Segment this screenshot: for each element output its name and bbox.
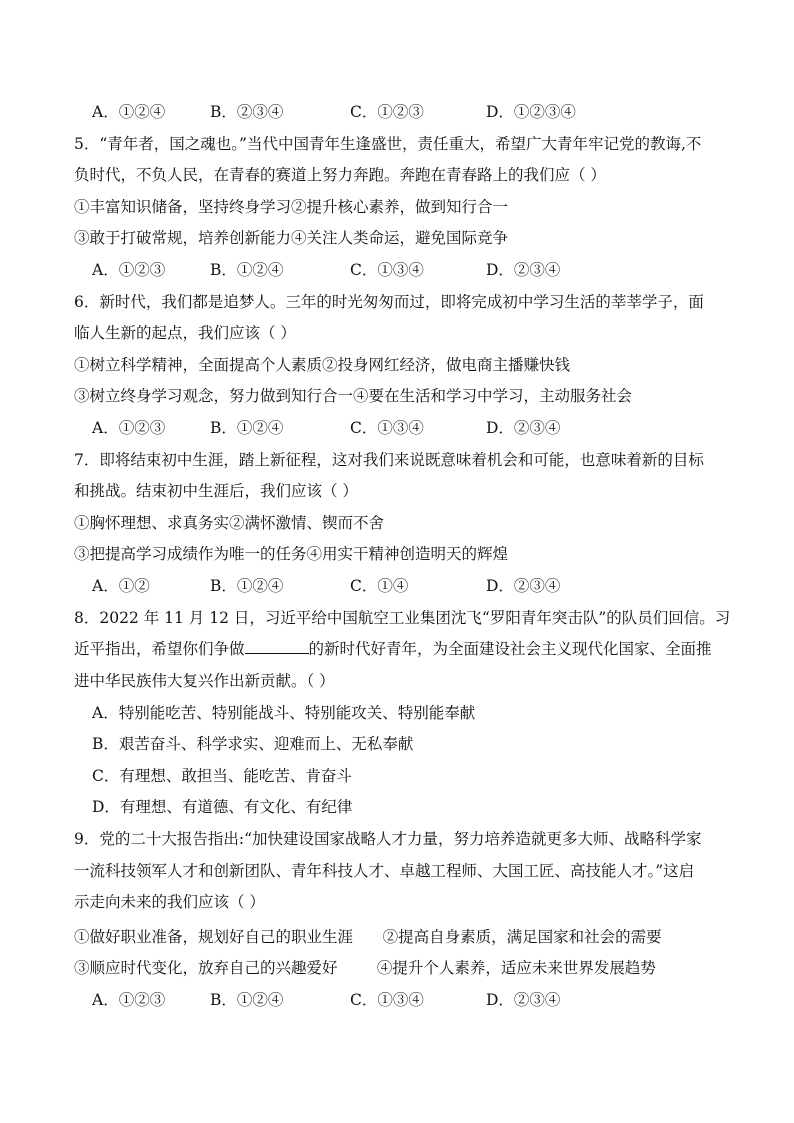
q5-item-line-1: ①丰富知识储备，坚持终身学习②提升核心素养，做到知行合一 [74,198,509,216]
q5-stem-line-2: 负时代，不负人民，在青春的赛道上努力奔跑。奔跑在青春路上的我们应（ ） [74,166,606,184]
q9-stem-line-1: 9．党的二十大报告指出:“加快建设国家战略人才力量，努力培养造就更多大师、战略科学家 [74,830,702,848]
q6-item-line-1: ①树立科学精神，全面提高个人素质②投身网红经济，做电商主播赚快钱 [74,356,571,374]
q6-option-a[interactable]: A．①②③ [92,419,166,437]
q7-item-line-2: ③把提高学习成绩作为唯一的任务④用实干精神创造明天的辉煌 [74,545,509,563]
q7-option-c[interactable]: C．①④ [350,577,409,595]
q8-option-b[interactable]: B．艰苦奋斗、科学求实、迎难而上、无私奉献 [92,735,414,753]
q4-option-b[interactable]: B．②③④ [210,103,284,121]
q6-option-d[interactable]: D．②③④ [486,419,561,437]
q9-option-c[interactable]: C．①③④ [350,991,424,1009]
q8-option-d[interactable]: D．有理想、有道德、有文化、有纪律 [92,798,353,816]
q5-option-b[interactable]: B．①②④ [210,261,284,279]
q5-item-line-2: ③敢于打破常规，培养创新能力④关注人类命运，避免国际竞争 [74,229,509,247]
q9-option-b[interactable]: B．①②④ [210,991,284,1009]
q8-fill-blank [245,639,309,654]
q8-option-c[interactable]: C．有理想、敢担当、能吃苦、肯奋斗 [92,767,352,785]
q8-stem-line-2 [74,639,712,659]
q4-option-c[interactable]: C．①②③ [350,103,424,121]
q9-item-line-1: ①做好职业准备，规划好自己的职业生涯 ②提高自身素质，满足国家和社会的需要 [74,928,662,946]
q8-stem-line-3: 进中华民族伟大复兴作出新贡献。（ ） [74,672,335,690]
q6-item-line-2: ③树立终身学习观念，努力做到知行合一④要在生活和学习中学习，主动服务社会 [74,387,633,405]
q9-stem-line-3: 示走向未来的我们应该（ ） [74,893,265,911]
q7-option-b[interactable]: B．①②④ [210,577,284,595]
q4-option-d[interactable]: D．①②③④ [486,103,576,121]
q5-option-c[interactable]: C．①③④ [350,261,424,279]
q4-option-a[interactable]: A．①②④ [92,103,166,121]
q8-stem-part-b: 的新时代好青年，为全面建设社会主义现代化国家、全面推 [308,640,712,658]
q6-stem-line-2: 临人生新的起点，我们应该（ ） [74,324,296,342]
q7-item-line-1: ①胸怀理想、求真务实②满怀激情、锲而不舍 [74,514,385,532]
q5-stem-line-1: 5．“青年者，国之魂也。”当代中国青年生逢盛世，责任重大，希望广大青年牢记党的教诲,不 [74,135,702,153]
q8-stem-line-1: 8．2022 年 11 月 12 日，习近平给中国航空工业集团沈飞“罗阳青年突击队”的队员们回信。习 [74,609,731,627]
q9-option-d[interactable]: D．②③④ [486,991,561,1009]
q6-option-c[interactable]: C．①③④ [350,419,424,437]
q7-stem-line-1: 7．即将结束初中生涯，踏上新征程，这对我们来说既意味着机会和可能，也意味着新的目标 [74,451,704,469]
q8-stem-part-a: 近平指出，希望你们争做 [74,640,245,658]
q9-stem-line-2: 一流科技领军人才和创新团队、青年科技人才、卓越工程师、大国工匠、高技能人才。”这启 [74,862,695,880]
q6-stem-line-1: 6．新时代，我们都是追梦人。三年的时光匆匆而过，即将完成初中学习生活的莘莘学子，面 [74,293,704,311]
q5-option-d[interactable]: D．②③④ [486,261,561,279]
q9-item-line-2: ③顺应时代变化，放弃自己的兴趣爱好 ④提升个人素养，适应未来世界发展趋势 [74,959,656,977]
q9-option-a[interactable]: A．①②③ [92,991,166,1009]
q5-option-a[interactable]: A．①②③ [92,261,166,279]
q7-option-a[interactable]: A．①② [92,577,150,595]
q6-option-b[interactable]: B．①②④ [210,419,284,437]
q8-option-a[interactable]: A．特别能吃苦、特别能战斗、特别能攻关、特别能奉献 [92,704,476,722]
q7-stem-line-2: 和挑战。结束初中生涯后，我们应该（ ） [74,482,358,500]
q7-option-d[interactable]: D．②③④ [486,577,561,595]
